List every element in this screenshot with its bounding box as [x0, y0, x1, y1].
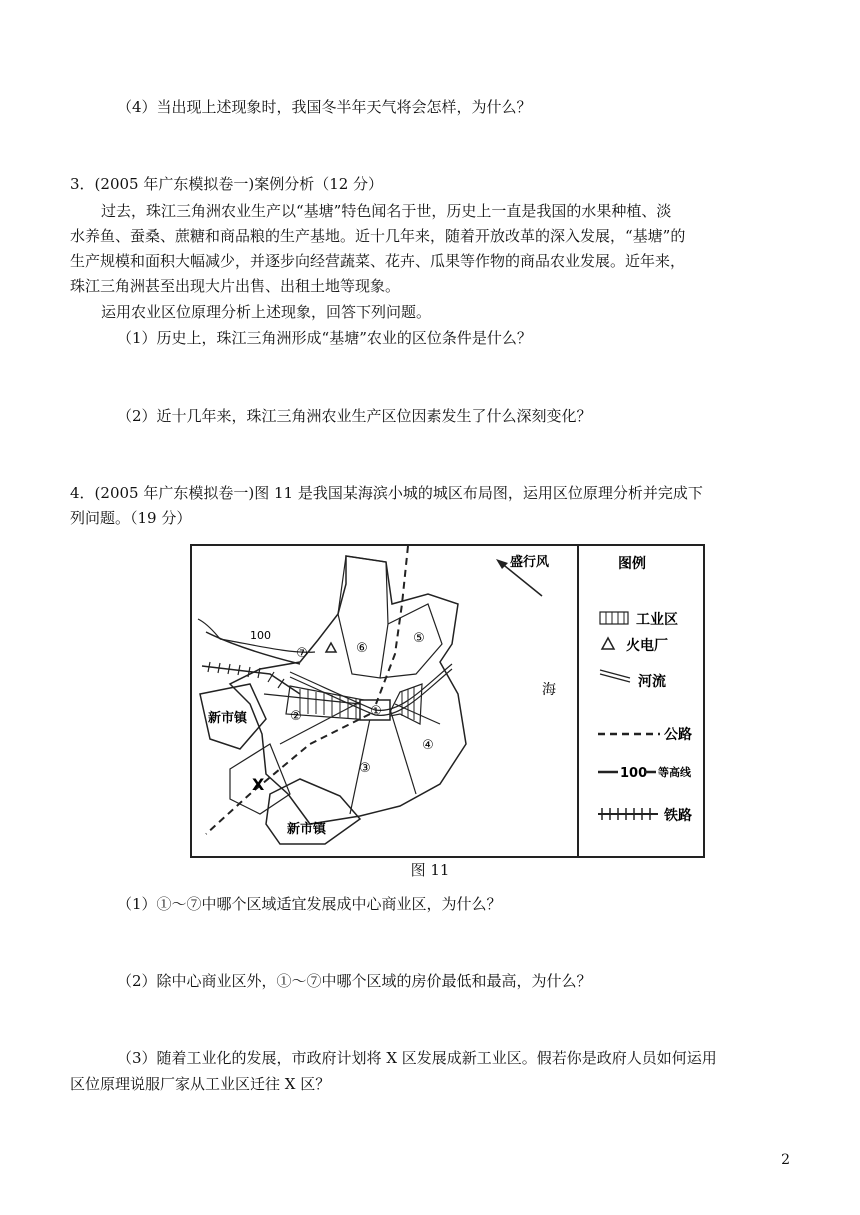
- wind-label: 盛行风: [510, 555, 550, 570]
- zone-6: ⑥: [356, 641, 368, 656]
- figure-caption: 图 11: [410, 861, 450, 879]
- zone-5: ⑤: [413, 631, 425, 646]
- page-number: 2: [781, 1152, 790, 1168]
- zone-2: ②: [290, 709, 302, 724]
- q4-sub3: （3）随着工业化的发展，市政府计划将 X 区发展成新工业区。假若你是政府人员如何运用: [117, 1049, 717, 1067]
- legend-title: 图例: [618, 556, 646, 572]
- q3-para-line: 过去，珠江三角洲农业生产以“基塘”特色闻名于世，历史上一直是我国的水果种植、淡: [101, 202, 672, 220]
- q4-sub3-cont: 区位原理说服厂家从工业区迁往 X 区？: [70, 1075, 331, 1093]
- q3-sub2: （2）近十几年来，珠江三角洲农业生产区位因素发生了什么深刻变化？: [117, 407, 592, 425]
- x-zone-label: X: [252, 775, 265, 794]
- svg-text:工业区: 工业区: [636, 612, 678, 628]
- q4-heading: 4．(2005 年广东模拟卷一)图 11 是我国某海滨小城的城区布局图，运用区位原理分析并完成下: [70, 484, 703, 502]
- q3-para-line: 生产规模和面积大幅减少，并逐步向经营蔬菜、花卉、瓜果等作物的商品农业发展。近年来，: [70, 252, 686, 270]
- svg-text:公路: 公路: [664, 727, 692, 743]
- svg-text:等高线: 等高线: [658, 766, 691, 779]
- zone-4: ④: [422, 738, 434, 753]
- q3-para-line: 水养鱼、蚕桑、蔗糖和商品粮的生产基地。近十几年来，随着开放改革的深入发展，“基塘”的: [70, 227, 686, 245]
- svg-text:火电厂: 火电厂: [626, 638, 668, 654]
- svg-text:河流: 河流: [638, 674, 666, 690]
- city-layout-map: [190, 544, 706, 860]
- q3-heading: 3．(2005 年广东模拟卷一)案例分析（12 分）: [70, 175, 384, 193]
- q3-para-line: 珠江三角洲甚至出现大片出售、出租土地等现象。: [70, 277, 401, 295]
- sea-label: 海: [542, 682, 556, 698]
- zone-7: ⑦: [296, 646, 308, 661]
- zone-1: ①: [370, 704, 382, 719]
- svg-text:100: 100: [620, 766, 648, 781]
- q3-instruction: 运用农业区位原理分析上述现象，回答下列问题。: [101, 303, 432, 321]
- new-town-label-2: 新市镇: [287, 822, 327, 837]
- q4-sub1: （1）①～⑦中哪个区域适宜发展成中心商业区，为什么？: [117, 895, 502, 913]
- contour-label: 100: [250, 629, 271, 642]
- q3-sub1: （1）历史上，珠江三角洲形成“基塘”农业的区位条件是什么？: [117, 329, 532, 347]
- zone-3: ③: [359, 761, 371, 776]
- svg-text:铁路: 铁路: [664, 808, 692, 824]
- q2-sub4: （4）当出现上述现象时，我国冬半年天气将会怎样，为什么？: [117, 98, 532, 116]
- q4-heading-cont: 列问题。（19 分）: [70, 509, 192, 527]
- new-town-label-1: 新市镇: [208, 711, 248, 726]
- q4-sub2: （2）除中心商业区外，①～⑦中哪个区域的房价最低和最高，为什么？: [117, 972, 592, 990]
